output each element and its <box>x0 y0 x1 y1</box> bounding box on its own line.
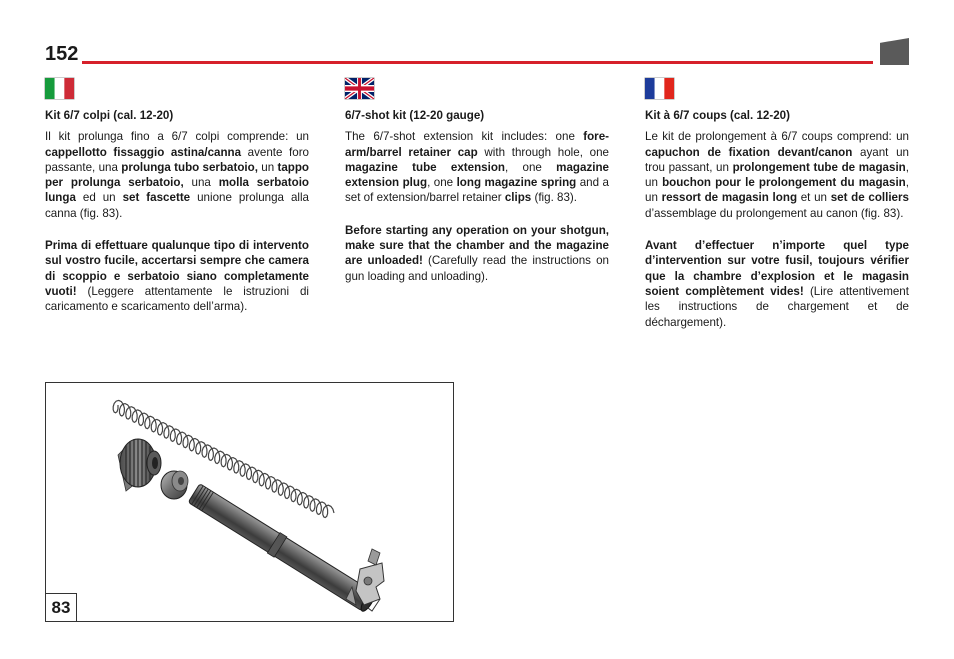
magazine-plug-icon <box>161 471 188 499</box>
page-number: 152 <box>45 43 79 65</box>
uk-flag-icon <box>345 78 374 99</box>
retainer-cap-icon <box>118 439 161 491</box>
figure-83 <box>45 382 454 622</box>
safety-warning: Before starting any operation on your shotgun, make sure that the chamber and the magazine are unloaded! (Carefully read the instructions on gun loading and unloading). <box>345 223 609 283</box>
column-english <box>345 78 609 284</box>
safety-warning: Avant d’effectuer n’importe quel type d’intervention sur votre fusil, toujours vérifier que la chambre d’explosion et le magasin soient complètement vides! (Lire attentivement les instructions de chargement et de déchargement). <box>645 239 909 329</box>
column-italian <box>45 78 309 315</box>
italy-flag-icon <box>45 78 74 99</box>
extension-kit-illustration <box>46 383 454 622</box>
column-french <box>645 78 909 330</box>
corner-tab <box>880 38 909 65</box>
france-flag-icon <box>645 78 674 99</box>
section-title: 6/7-shot kit (12-20 gauge) <box>345 109 485 122</box>
kit-description: Le kit de prolongement à 6/7 coups comprend: un capuchon de fixation devant/canon ayant un trou passant, un prolongement tube de magasin, un bouchon pour le prolongement du magasin, un ressort de magasin long et un set de colliers d’assemblage du prolongement au canon (fig. 83). <box>645 130 909 220</box>
figure-number: 83 <box>46 593 77 621</box>
section-title: Kit à 6/7 coups (cal. 12-20) <box>645 109 790 122</box>
safety-warning: Prima di effettuare qualunque tipo di intervento sul vostro fucile, accertarsi sempre che camera di scoppio e serbatoio siano completamente vuoti! (Leggere attentamente le istruzioni di caricamento e scaricamento dell’arma). <box>45 239 309 314</box>
header-rule <box>82 61 873 64</box>
section-title: Kit 6/7 colpi (cal. 12-20) <box>45 109 174 122</box>
kit-description: Il kit prolunga fino a 6/7 colpi comprende: un cappellotto fissaggio astina/canna avente foro passante, una prolunga tubo serbatoio, un tappo per prolunga serbatoio, una molla serbatoio lunga ed un set fascette unione prolunga alla canna (fig. 83). <box>45 130 310 220</box>
kit-description: The 6/7-shot extension kit includes: one fore-arm/barrel retainer cap with through hole, one magazine tube extension, one magazine extension plug, one long magazine spring and a set of extension/barrel retainer clips (fig. 83). <box>345 130 610 205</box>
